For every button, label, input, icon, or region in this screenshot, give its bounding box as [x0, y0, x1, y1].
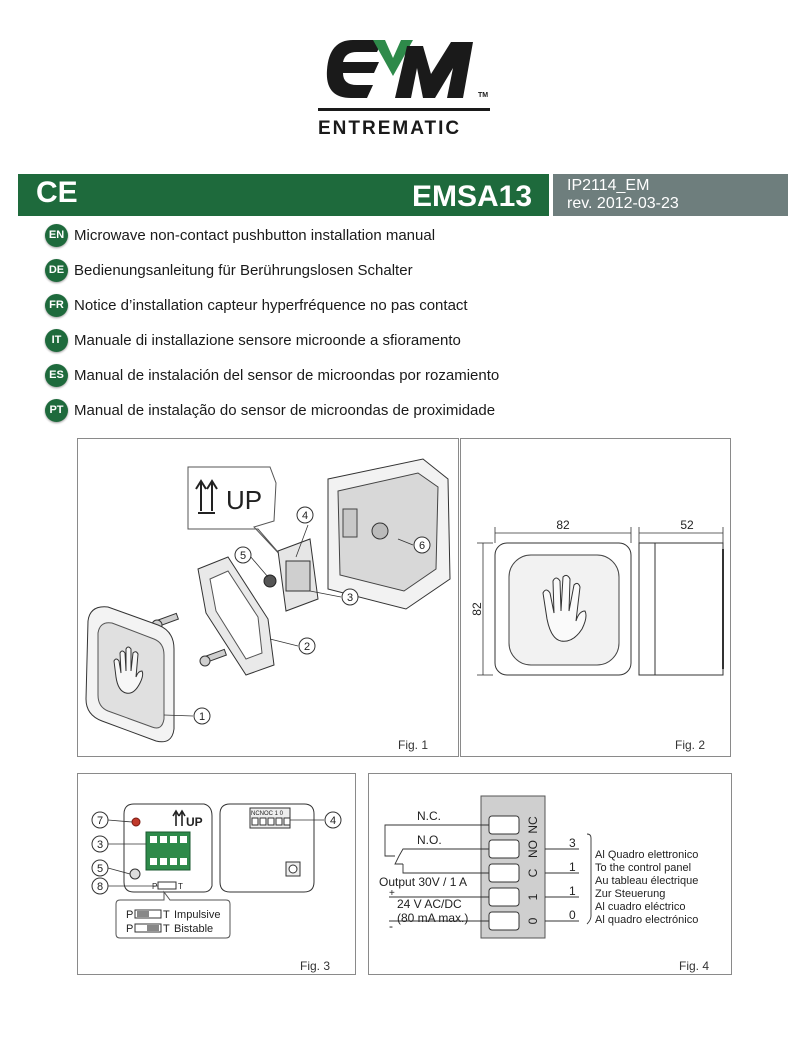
language-badge: PT [45, 399, 68, 422]
language-row-de [45, 258, 413, 282]
figure-1-panel [77, 438, 459, 757]
language-badge: IT [45, 329, 68, 352]
callout-7: 7 [96, 815, 104, 827]
language-row-it [45, 328, 461, 352]
language-row-pt [45, 398, 495, 422]
figure-label: Fig. 3 [300, 959, 331, 973]
led-indicator [132, 818, 140, 826]
figure-4-panel [368, 773, 732, 975]
terminal-no: NO [526, 840, 540, 858]
callout-5: 5 [96, 863, 104, 875]
panel-label-de: Zur Steuerung [595, 888, 666, 900]
bistable-label: Bistable [174, 923, 214, 935]
callout-4: 4 [301, 510, 309, 522]
doc-code: IP2114_EM [567, 177, 650, 194]
callout-3: 3 [346, 592, 354, 604]
depth-dimension: 52 [680, 518, 694, 532]
supply-note: (80 mA max.) [397, 911, 469, 925]
impulsive-t: T [163, 909, 170, 921]
language-title: Manual de instalação do sensor de microondas de proximidade [74, 401, 496, 419]
up-label: UP [186, 815, 203, 829]
entrematic-logo-mark [323, 36, 493, 100]
impulsive-p: P [126, 909, 134, 921]
language-badge: ES [45, 364, 68, 387]
supply-voltage: 24 V AC/DC [397, 897, 462, 911]
language-badge: EN [45, 224, 68, 247]
minus-sign: - [389, 919, 393, 933]
panel-label-pt: Al quadro electrónico [595, 914, 699, 926]
figure-label: Fig. 2 [675, 738, 706, 752]
language-badge: DE [45, 259, 68, 282]
height-dimension: 82 [470, 602, 484, 616]
trademark: TM [478, 92, 489, 99]
plus-sign: + [389, 888, 395, 899]
panel-label-fr: Au tableau électrique [595, 875, 699, 887]
figure-label: Fig. 1 [398, 738, 429, 752]
revision: rev. 2012-03-23 [567, 195, 679, 212]
callout-1: 1 [198, 711, 206, 723]
wire-number: 1 [569, 884, 576, 898]
panel-label-es: Al cuadro eléctrico [595, 901, 686, 913]
dimension-drawing [461, 439, 730, 756]
terminal-0: 0 [526, 917, 540, 925]
model-title: EMSA13 [411, 180, 532, 213]
figure-2-panel [460, 438, 731, 757]
board-settings-drawing [78, 774, 355, 974]
brand-name: ENTREMATIC [318, 118, 462, 139]
panel-label-en: To the control panel [595, 862, 692, 874]
wiring-diagram [369, 774, 731, 974]
bistable-t: T [163, 923, 170, 935]
terminal-1: 1 [526, 893, 540, 901]
up-label: UP [226, 485, 263, 515]
wire-number: 0 [569, 908, 576, 922]
callout-4: 4 [329, 815, 337, 827]
switch-t: T [178, 882, 183, 891]
callout-3: 3 [96, 839, 104, 851]
language-title: Bedienungsanleitung für Berührungslosen Schalter [74, 261, 413, 279]
terminal-nc: NC [526, 816, 540, 834]
terminal-c: C [526, 868, 540, 878]
nc-label: N.C. [417, 809, 441, 823]
impulsive-label: Impulsive [174, 909, 221, 921]
callout-5: 5 [239, 550, 247, 562]
language-title: Manuale di installazione sensore microonde a sfioramento [74, 331, 461, 349]
wire-number: 1 [569, 860, 576, 874]
language-badge: FR [45, 294, 68, 317]
output-rating: Output 30V / 1 A [379, 875, 468, 889]
language-row-en [45, 223, 435, 247]
language-row-es [45, 363, 499, 387]
callout-8: 8 [96, 881, 104, 893]
figure-label: Fig. 4 [679, 959, 710, 973]
wire-number: 3 [569, 836, 576, 850]
language-title: Manual de instalación del sensor de microondas por rozamiento [74, 366, 500, 384]
terminal-labels: NCNOC 1 0 [251, 811, 284, 817]
trimmer-icon [130, 869, 140, 879]
switch-p: P [152, 882, 158, 891]
language-title: Microwave non-contact pushbutton installation manual [74, 226, 436, 244]
logo-divider [318, 108, 490, 111]
document-info [553, 174, 788, 216]
language-row-fr [45, 293, 468, 317]
width-dimension: 82 [556, 518, 570, 532]
no-label: N.O. [417, 833, 442, 847]
callout-6: 6 [418, 540, 426, 552]
exploded-view-drawing [78, 439, 458, 756]
ce-mark: CE [36, 176, 78, 209]
panel-label-it: Al Quadro elettronico [595, 849, 699, 861]
language-title: Notice d’installation capteur hyperfréquence no pas contact [74, 296, 468, 314]
figure-3-panel [77, 773, 356, 975]
bistable-p: P [126, 923, 134, 935]
callout-2: 2 [303, 641, 311, 653]
